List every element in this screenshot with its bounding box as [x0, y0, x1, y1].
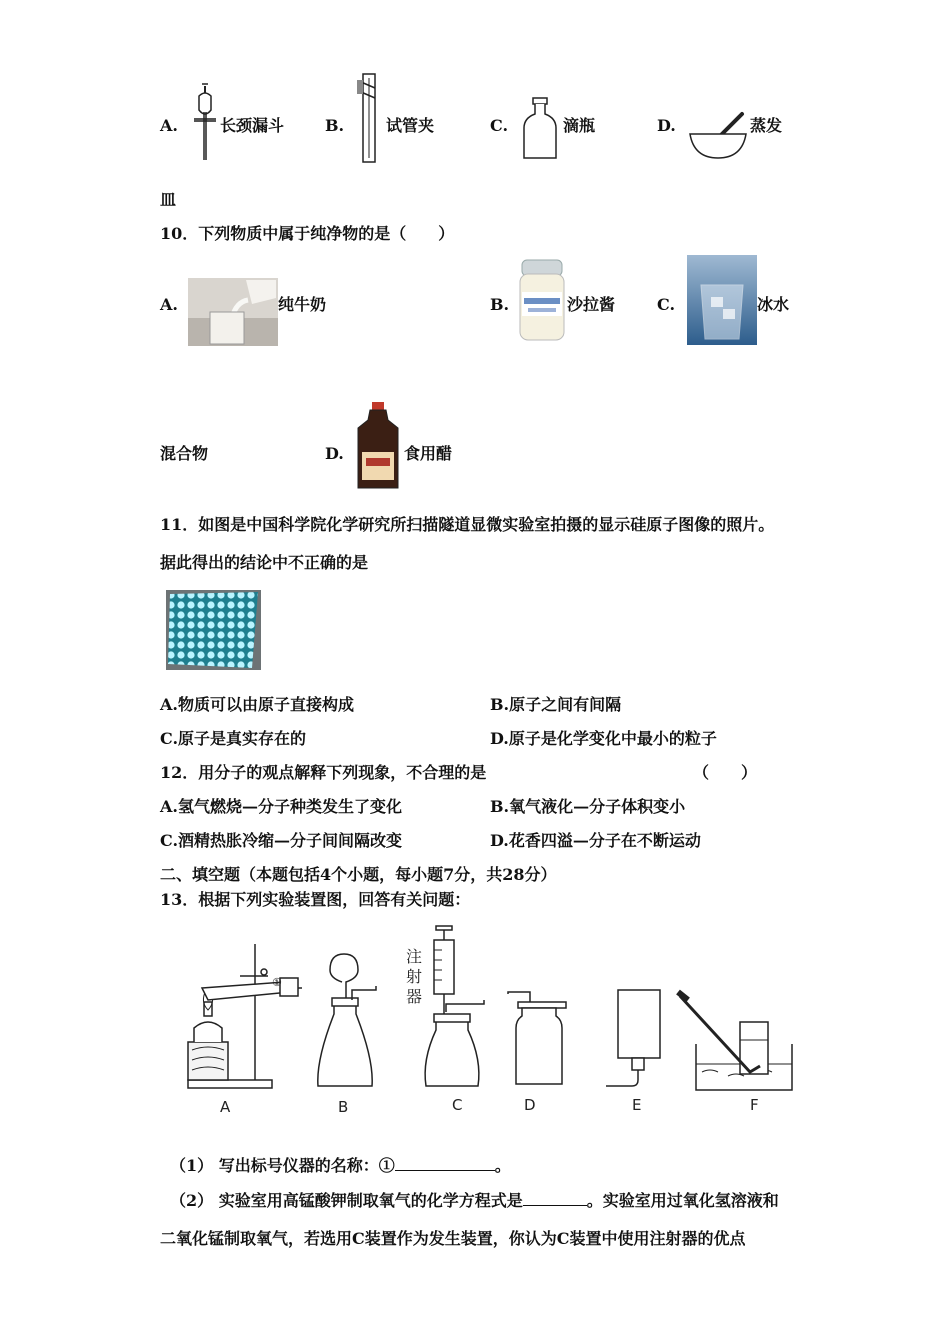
q9-option-a-text: 长颈漏斗: [220, 116, 285, 135]
q13-sub1-answer-blank[interactable]: [395, 1156, 495, 1171]
q12-stem: 12．用分子的观点解释下列现象，不合理的是: [160, 763, 487, 782]
apparatus-label-c: C: [452, 1096, 463, 1114]
test-tube-clamp-icon: [355, 72, 385, 164]
q12-answer-paren: （ ）: [693, 763, 758, 782]
q10-stem: 10．下列物质中属于纯净物的是（ ）: [160, 224, 455, 243]
apparatus-c-flask-syringe: [425, 926, 484, 1086]
q13-stem: 13．根据下列实验装置图，回答有关问题：: [160, 890, 471, 909]
milk-glass-image: [188, 278, 278, 346]
q10-option-c-letter: C.: [657, 295, 676, 314]
q10-option-d-text: 食用醋: [404, 444, 453, 463]
q10-option-b-letter: B.: [490, 295, 510, 314]
q11-option-d: D.原子是化学变化中最小的粒子: [490, 729, 717, 748]
apparatus-label-a: A: [220, 1098, 231, 1116]
dropper-bottle-icon: [520, 96, 560, 162]
q13-sub2-answer-blank[interactable]: [523, 1191, 587, 1206]
q13-sub1: （1） 写出标号仪器的名称：① 。: [170, 1156, 511, 1175]
syringe-label-2: 射: [406, 967, 423, 986]
q11-stem-line2: 据此得出的结论中不正确的是: [160, 553, 369, 572]
q9-option-c-letter: C.: [490, 116, 509, 135]
salad-dressing-jar-image: [518, 258, 566, 344]
apparatus-e-inverted-bottle: [606, 990, 660, 1086]
evaporating-dish-icon: [688, 110, 748, 162]
syringe-label-1: 注: [406, 947, 423, 966]
apparatus-label-b: B: [338, 1098, 349, 1116]
q11-stem-line1: 11．如图是中国科学院化学研究所扫描隧道显微实验室拍摄的显示硅原子图像的照片。: [160, 515, 775, 534]
q9-option-d-letter: D.: [657, 116, 676, 135]
q9-option-c-text: 滴瓶: [563, 116, 596, 135]
lab-apparatus-diagram: [180, 920, 800, 1120]
apparatus-f-water-trough: [678, 992, 792, 1090]
q9-option-a-letter: A.: [160, 116, 178, 135]
syringe-label-3: 器: [406, 987, 423, 1006]
apparatus-label-d: D: [524, 1096, 536, 1114]
q10-option-a-letter: A.: [160, 295, 178, 314]
long-neck-funnel-icon: [190, 82, 220, 162]
q11-option-a: A.物质可以由原子直接构成: [160, 695, 354, 714]
q10-option-c-text: 冰水: [757, 295, 790, 314]
apparatus-d-gas-bottle: [508, 992, 566, 1084]
q9-option-d-text: 蒸发: [750, 116, 783, 135]
q13-sub2-line1: （2） 实验室用高锰酸钾制取氧气的化学方程式是 。实验室用过氧化氢溶液和: [170, 1191, 779, 1210]
q10-option-a-text: 纯牛奶: [278, 295, 327, 314]
q9-option-b-letter: B.: [325, 116, 345, 135]
vinegar-bottle-image: [354, 402, 402, 492]
silicon-atom-stm-image: [166, 590, 261, 670]
apparatus-label-f: F: [750, 1096, 759, 1114]
q10-option-c-continued: 混合物: [160, 444, 209, 463]
ice-water-glass-image: [687, 255, 757, 345]
apparatus-a-heating-setup: [188, 944, 302, 1088]
section2-heading: 二、填空题（本题包括4个小题，每小题7分，共28分）: [160, 865, 557, 884]
q11-option-b: B.原子之间有间隔: [490, 695, 622, 714]
q11-option-c: C.原子是真实存在的: [160, 729, 307, 748]
q12-option-a: A.氢气燃烧—分子种类发生了变化: [160, 797, 402, 816]
apparatus-b-flask-funnel: [318, 954, 376, 1086]
apparatus-label-e: E: [632, 1096, 642, 1114]
q10-option-d-letter: D.: [325, 444, 344, 463]
instrument-mark-one: ①: [272, 976, 282, 989]
q13-sub2-line2: 二氧化锰制取氧气，若选用C装置作为发生装置，你认为C装置中使用注射器的优点: [160, 1229, 746, 1248]
q12-option-c: C.酒精热胀冷缩—分子间间隔改变: [160, 831, 403, 850]
q9-wrap-text: 皿: [160, 190, 177, 209]
q12-option-b: B.氧气液化—分子体积变小: [490, 797, 686, 816]
q9-option-b-text: 试管夹: [386, 116, 435, 135]
q12-option-d: D.花香四溢—分子在不断运动: [490, 831, 701, 850]
q10-option-b-text: 沙拉酱: [567, 295, 616, 314]
